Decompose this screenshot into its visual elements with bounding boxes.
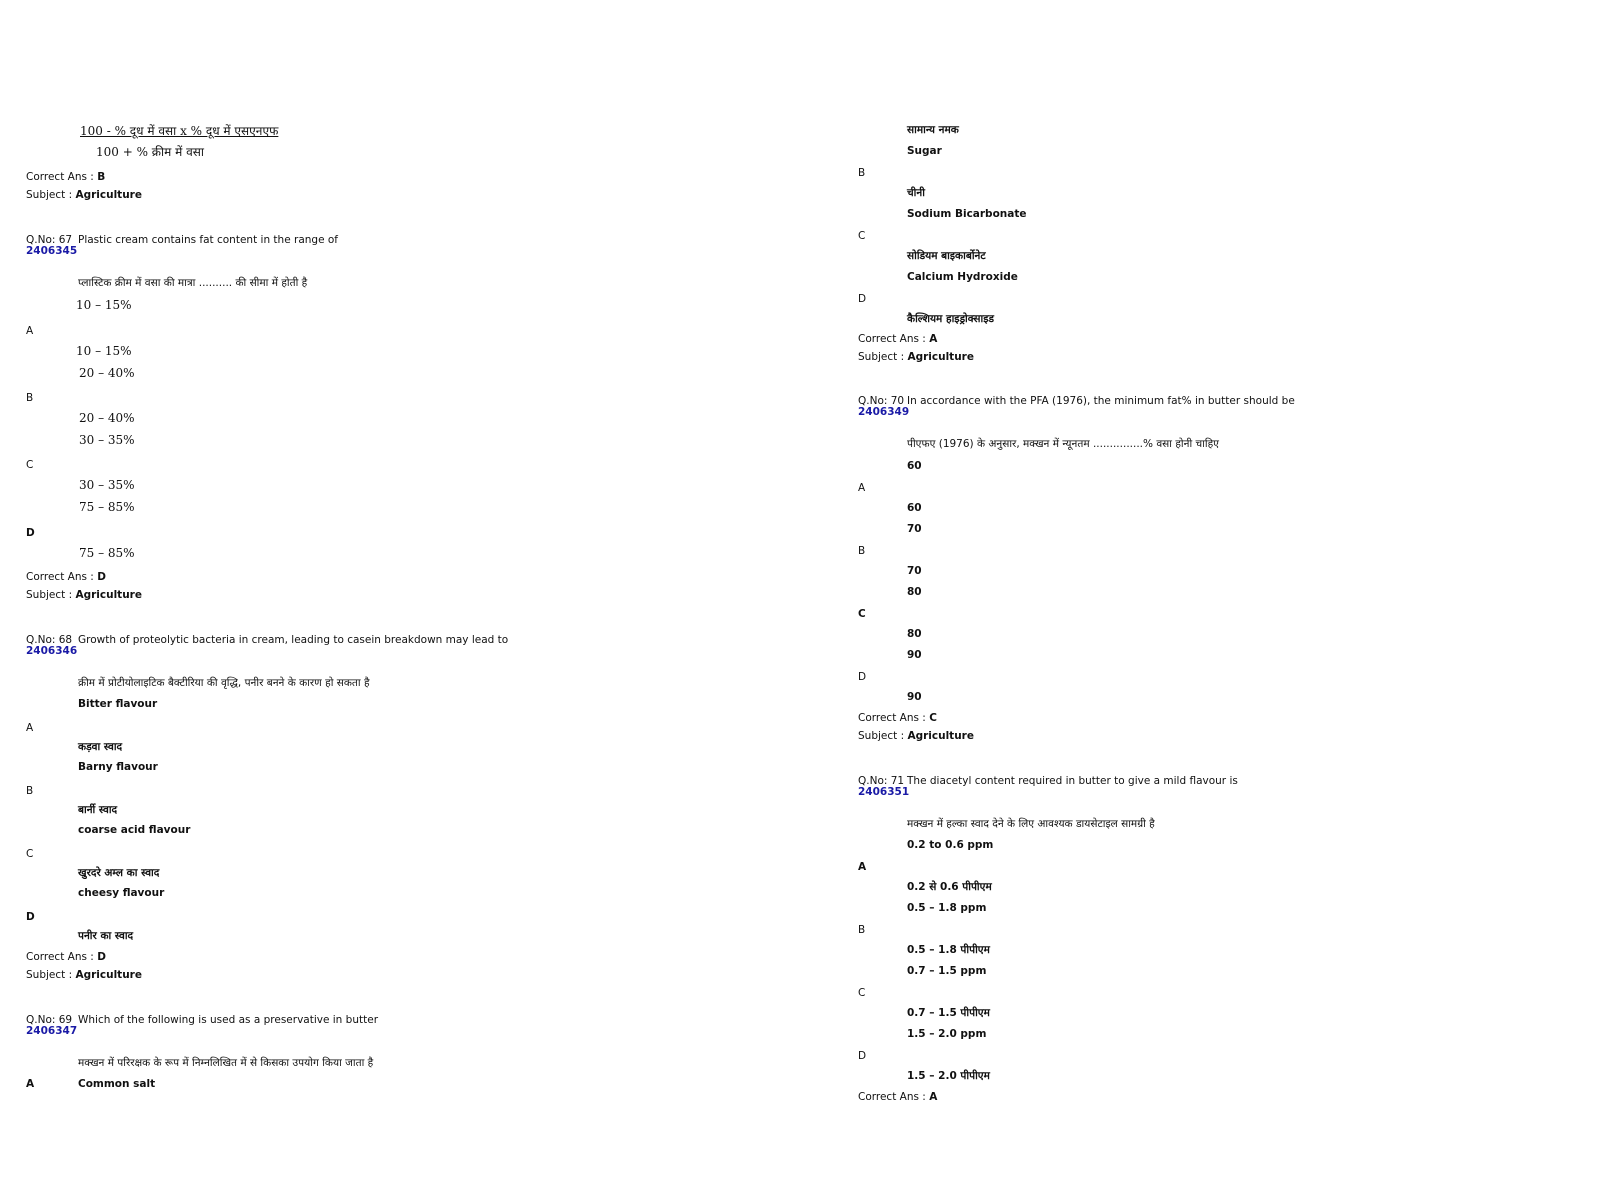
option-letter: D — [858, 671, 867, 683]
question-text-hi: मक्खन में हल्का स्वाद देने के लिए आवश्यक डायसेटाइल सामग्री है — [907, 818, 1155, 830]
question-text-en: Plastic cream contains fat content in the range of — [78, 234, 338, 246]
option-letter: C — [26, 459, 34, 471]
correct-answer: Correct Ans : B — [26, 171, 106, 183]
question-text-en: The diacetyl content required in butter to give a mild flavour is — [907, 775, 1238, 787]
option-text-hi: 1.5 – 2.0 पीपीएम — [907, 1070, 990, 1082]
question-text-hi: पीएफए (1976) के अनुसार, मक्खन में न्यूनतम ...............% वसा होनी चाहिए — [907, 438, 1219, 450]
correct-answer: Correct Ans : D — [26, 951, 106, 963]
option-text-en: 10 – 15% — [76, 298, 132, 312]
option-letter: C — [858, 987, 866, 999]
question-number: Q.No: 67 — [26, 234, 73, 246]
option-text-hi: खुरदरे अम्ल का स्वाद — [78, 867, 160, 879]
option-text-en: 1.5 – 2.0 ppm — [907, 1028, 987, 1040]
option-text-hi: बार्नी स्वाद — [78, 804, 118, 816]
option-text-hi: 0.5 – 1.8 पीपीएम — [907, 944, 990, 956]
option-letter: B — [858, 167, 866, 179]
option-text-hi: 0.2 से 0.6 पीपीएम — [907, 881, 992, 893]
option-letter-correct: A — [26, 1078, 35, 1090]
subject: Subject : Agriculture — [26, 589, 142, 601]
question-id: 2406351 — [858, 786, 910, 798]
option-text-hi: कड़वा स्वाद — [78, 741, 123, 753]
question-number: Q.No: 69 — [26, 1014, 73, 1026]
option-text-hi: कैल्शियम हाइड्रोक्साइड — [907, 313, 995, 325]
option-text-hi: 70 — [907, 565, 922, 577]
question-number: Q.No: 71 — [858, 775, 905, 787]
option-text-hi: 75 – 85% — [79, 546, 135, 560]
subject: Subject : Agriculture — [26, 969, 142, 981]
correct-answer: Correct Ans : A — [858, 333, 938, 345]
subject: Subject : Agriculture — [858, 351, 974, 363]
option-text-en: 70 — [907, 523, 922, 535]
question-text-en: In accordance with the PFA (1976), the minimum fat% in butter should be — [907, 395, 1295, 407]
option-letter-correct: C — [858, 608, 866, 620]
option-letter: B — [26, 392, 34, 404]
subject: Subject : Agriculture — [26, 189, 142, 201]
question-id: 2406346 — [26, 645, 78, 657]
option-text-en: 0.5 – 1.8 ppm — [907, 902, 987, 914]
option-text-en: Sodium Bicarbonate — [907, 208, 1027, 220]
option-letter: B — [26, 785, 34, 797]
option-letter: A — [26, 722, 34, 734]
option-text-hi: सोडियम बाइकार्बोनेट — [907, 250, 986, 262]
right-column — [834, 0, 1608, 1179]
option-text-en: Sugar — [907, 145, 942, 157]
option-letter: B — [858, 545, 866, 557]
question-number: Q.No: 68 — [26, 634, 73, 646]
option-text-en: 90 — [907, 649, 922, 661]
option-text-hi: 80 — [907, 628, 922, 640]
option-text-hi: 90 — [907, 691, 922, 703]
option-text-hi: पनीर का स्वाद — [78, 930, 134, 942]
question-id: 2406345 — [26, 245, 78, 257]
option-text-hi: 10 – 15% — [76, 344, 132, 358]
question-text-en: Which of the following is used as a preservative in butter — [78, 1014, 379, 1026]
left-column — [0, 0, 780, 1179]
option-text-en: Bitter flavour — [78, 698, 158, 710]
option-letter: C — [858, 230, 866, 242]
option-letter: D — [858, 1050, 867, 1062]
option-text-en: 0.7 – 1.5 ppm — [907, 965, 987, 977]
option-text-en: 0.2 to 0.6 ppm — [907, 839, 994, 851]
correct-answer: Correct Ans : D — [26, 571, 106, 583]
option-text-hi: 0.7 – 1.5 पीपीएम — [907, 1007, 990, 1019]
option-letter: A — [858, 482, 866, 494]
question-id: 2406347 — [26, 1025, 78, 1037]
question-text-en: Growth of proteolytic bacteria in cream, leading to casein breakdown may lead to — [78, 634, 509, 646]
option-letter-correct: D — [26, 911, 35, 923]
formula-numerator: 100 - % दूध में वसा x % दूध में एसएनएफ — [80, 124, 279, 138]
option-text-en: 20 – 40% — [79, 366, 135, 380]
option-text-en: 30 – 35% — [79, 433, 135, 447]
option-text-hi: सामान्य नमक — [907, 124, 959, 136]
correct-answer: Correct Ans : C — [858, 712, 937, 724]
subject: Subject : Agriculture — [858, 730, 974, 742]
correct-answer: Correct Ans : A — [858, 1091, 938, 1103]
option-text-en: 75 – 85% — [79, 500, 135, 514]
option-text-en: Calcium Hydroxide — [907, 271, 1018, 283]
option-text-en: 60 — [907, 460, 922, 472]
option-letter: A — [26, 325, 34, 337]
option-text-hi: 60 — [907, 502, 922, 514]
question-text-hi: मक्खन में परिरक्षक के रूप में निम्नलिखित में से किसका उपयोग किया जाता है — [78, 1057, 374, 1069]
question-text-hi: क्रीम में प्रोटीयोलाइटिक बैक्टीरिया की वृद्धि, पनीर बनने के कारण हो सकता है — [78, 677, 370, 689]
question-id: 2406349 — [858, 406, 910, 418]
option-text-en: Common salt — [78, 1078, 156, 1090]
option-text-hi: चीनी — [907, 187, 925, 199]
option-letter: D — [858, 293, 867, 305]
option-text-en: cheesy flavour — [78, 887, 165, 899]
option-letter-correct: A — [858, 861, 867, 873]
option-text-hi: 30 – 35% — [79, 478, 135, 492]
option-text-hi: 20 – 40% — [79, 411, 135, 425]
question-text-hi: प्लास्टिक क्रीम में वसा की मात्रा .......... की सीमा में होती है — [78, 277, 308, 289]
question-number: Q.No: 70 — [858, 395, 905, 407]
option-text-en: Barny flavour — [78, 761, 158, 773]
option-text-en: 80 — [907, 586, 922, 598]
option-letter: B — [858, 924, 866, 936]
option-text-en: coarse acid flavour — [78, 824, 191, 836]
option-letter-correct: D — [26, 527, 35, 539]
formula-denominator: 100 + % क्रीम में वसा — [96, 145, 205, 159]
option-letter: C — [26, 848, 34, 860]
